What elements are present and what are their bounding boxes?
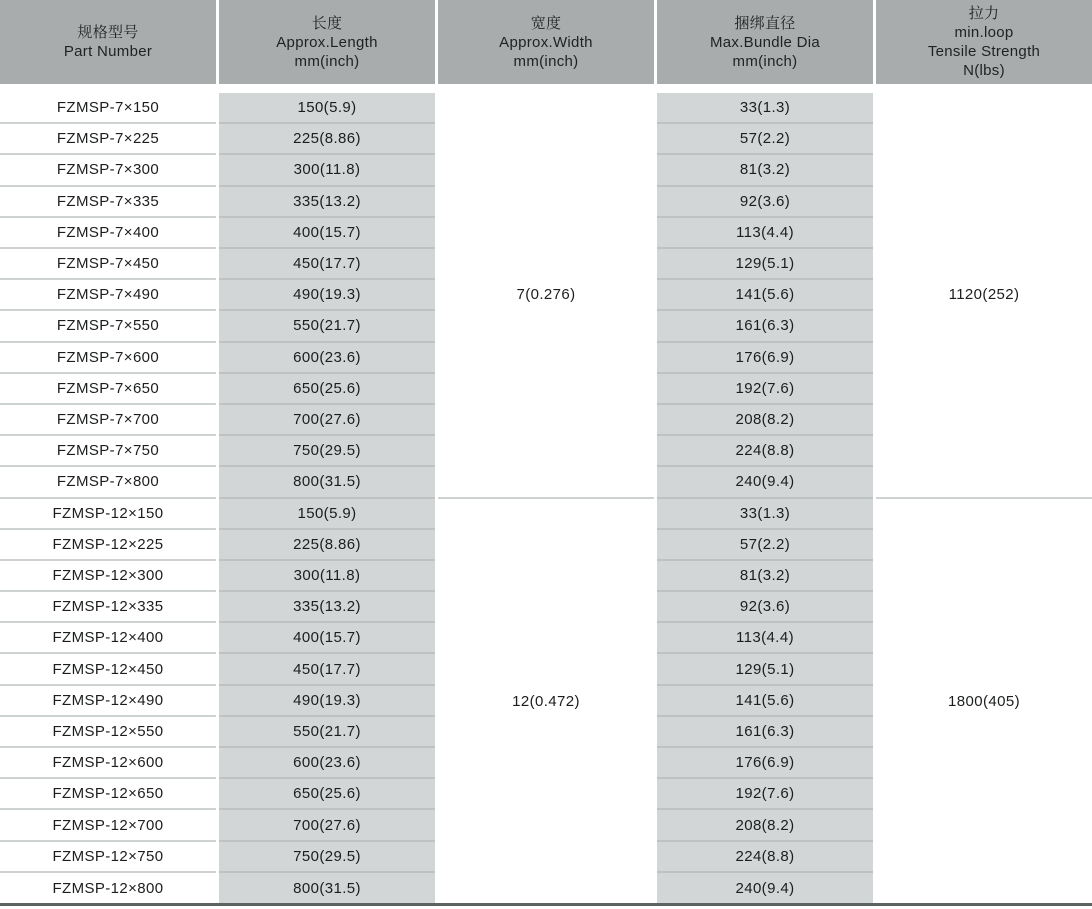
part-number-cell: FZMSP-7×150: [0, 93, 216, 124]
bundle-dia-cell: 129(5.1): [657, 654, 873, 685]
header-line: Part Number: [63, 43, 153, 60]
length-cell: 550(21.7): [219, 311, 435, 342]
length-cell: 490(19.3): [219, 280, 435, 311]
part-number-cell: FZMSP-7×335: [0, 187, 216, 218]
part-number-cell: FZMSP-12×450: [0, 654, 216, 685]
part-number-cell: FZMSP-12×750: [0, 842, 216, 873]
part-number-cell: FZMSP-12×800: [0, 873, 216, 904]
bundle-dia-cell: 141(5.6): [657, 280, 873, 311]
length-cell: 650(25.6): [219, 779, 435, 810]
header-line: 长度: [311, 14, 343, 32]
part-number-cell: FZMSP-7×750: [0, 436, 216, 467]
length-cell: 750(29.5): [219, 436, 435, 467]
length-cell: 400(15.7): [219, 218, 435, 249]
column-header-part: [0, 0, 216, 84]
bundle-dia-cell: 208(8.2): [657, 810, 873, 841]
bundle-dia-cell: 113(4.4): [657, 218, 873, 249]
bundle-dia-cell: 141(5.6): [657, 686, 873, 717]
bundle-dia-cell: 240(9.4): [657, 873, 873, 904]
part-number-cell: FZMSP-12×550: [0, 717, 216, 748]
part-number-cell: FZMSP-12×400: [0, 623, 216, 654]
header-line: 规格型号: [77, 24, 139, 41]
header-line: mm(inch): [732, 52, 798, 70]
part-number-cell: FZMSP-12×300: [0, 561, 216, 592]
length-cell: 650(25.6): [219, 374, 435, 405]
part-number-cell: FZMSP-7×650: [0, 374, 216, 405]
part-number-cell: FZMSP-7×450: [0, 249, 216, 280]
length-cell: 150(5.9): [219, 499, 435, 530]
part-number-cell: FZMSP-7×490: [0, 280, 216, 311]
bundle-dia-cell: 57(2.2): [657, 530, 873, 561]
part-number-cell: FZMSP-12×700: [0, 810, 216, 841]
bundle-dia-cell: 129(5.1): [657, 249, 873, 280]
header-line: 捆绑直径: [734, 14, 796, 32]
header-line: min.loop: [954, 24, 1014, 41]
bundle-dia-cell: 192(7.6): [657, 779, 873, 810]
length-cell: 400(15.7): [219, 623, 435, 654]
tensile-merged-cell: 1800(405): [876, 499, 1092, 905]
length-cell: 490(19.3): [219, 686, 435, 717]
bundle-dia-cell: 176(6.9): [657, 748, 873, 779]
length-cell: 800(31.5): [219, 873, 435, 904]
length-cell: 600(23.6): [219, 748, 435, 779]
bundle-dia-cell: 33(1.3): [657, 93, 873, 124]
length-cell: 225(8.86): [219, 124, 435, 155]
part-number-cell: FZMSP-12×335: [0, 592, 216, 623]
column-header-length: [219, 0, 435, 84]
length-cell: 300(11.8): [219, 155, 435, 186]
header-line: N(lbs): [963, 62, 1005, 79]
part-number-cell: FZMSP-7×300: [0, 155, 216, 186]
part-number-cell: FZMSP-12×225: [0, 530, 216, 561]
part-number-cell: FZMSP-7×800: [0, 467, 216, 498]
part-number-cell: FZMSP-12×150: [0, 499, 216, 530]
column-header-bundle: [657, 0, 873, 84]
length-cell: 225(8.86): [219, 530, 435, 561]
bundle-dia-cell: 192(7.6): [657, 374, 873, 405]
part-number-cell: FZMSP-7×550: [0, 311, 216, 342]
bundle-dia-cell: 81(3.2): [657, 561, 873, 592]
part-number-cell: FZMSP-12×600: [0, 748, 216, 779]
length-cell: 450(17.7): [219, 249, 435, 280]
bundle-dia-cell: 224(8.8): [657, 842, 873, 873]
length-cell: 700(27.6): [219, 810, 435, 841]
bundle-dia-cell: 240(9.4): [657, 467, 873, 498]
column-header-width: [438, 0, 654, 84]
header-line: 拉力: [968, 5, 1000, 22]
header-line: mm(inch): [294, 52, 360, 70]
table-bottom-border: [0, 903, 1092, 906]
header-line: Tensile Strength: [927, 43, 1041, 60]
length-cell: 335(13.2): [219, 592, 435, 623]
header-line: Approx.Length: [276, 33, 378, 51]
width-merged-cell: 12(0.472): [438, 499, 654, 905]
part-number-cell: FZMSP-12×650: [0, 779, 216, 810]
part-number-cell: FZMSP-7×400: [0, 218, 216, 249]
tensile-merged-cell: 1120(252): [876, 93, 1092, 499]
header-line: Max.Bundle Dia: [709, 33, 821, 51]
length-cell: 800(31.5): [219, 467, 435, 498]
length-cell: 335(13.2): [219, 187, 435, 218]
length-cell: 600(23.6): [219, 343, 435, 374]
bundle-dia-cell: 81(3.2): [657, 155, 873, 186]
header-line: Approx.Width: [499, 33, 593, 51]
bundle-dia-cell: 113(4.4): [657, 623, 873, 654]
part-number-cell: FZMSP-7×225: [0, 124, 216, 155]
bundle-dia-cell: 161(6.3): [657, 311, 873, 342]
part-number-cell: FZMSP-12×490: [0, 686, 216, 717]
part-number-cell: FZMSP-7×600: [0, 343, 216, 374]
bundle-dia-cell: 176(6.9): [657, 343, 873, 374]
bundle-dia-cell: 224(8.8): [657, 436, 873, 467]
bundle-dia-cell: 208(8.2): [657, 405, 873, 436]
length-cell: 550(21.7): [219, 717, 435, 748]
header-line: mm(inch): [513, 52, 579, 70]
length-cell: 150(5.9): [219, 93, 435, 124]
bundle-dia-cell: 57(2.2): [657, 124, 873, 155]
bundle-dia-cell: 92(3.6): [657, 187, 873, 218]
bundle-dia-cell: 33(1.3): [657, 499, 873, 530]
part-number-cell: FZMSP-7×700: [0, 405, 216, 436]
length-cell: 450(17.7): [219, 654, 435, 685]
length-cell: 700(27.6): [219, 405, 435, 436]
bundle-dia-cell: 161(6.3): [657, 717, 873, 748]
column-header-tensile: [876, 0, 1092, 84]
width-merged-cell: 7(0.276): [438, 93, 654, 499]
length-cell: 750(29.5): [219, 842, 435, 873]
length-cell: 300(11.8): [219, 561, 435, 592]
header-line: 宽度: [530, 14, 562, 32]
bundle-dia-cell: 92(3.6): [657, 592, 873, 623]
